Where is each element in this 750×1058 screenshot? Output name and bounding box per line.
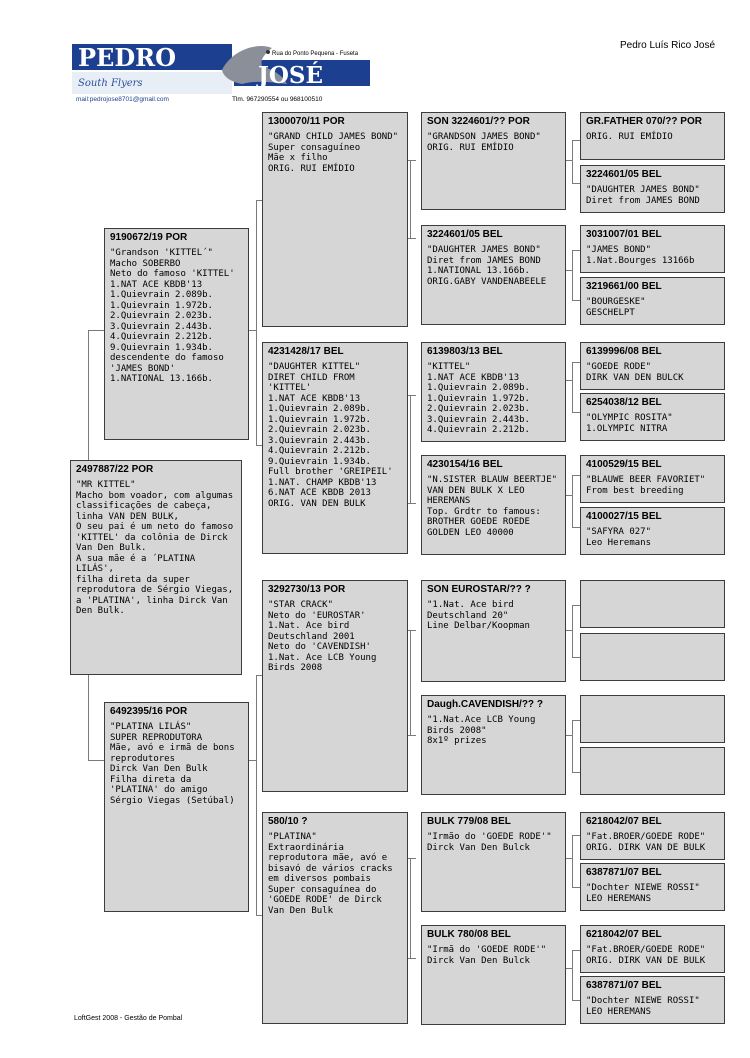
footer-text: LoftGest 2008 - Gestão de Pombal: [74, 1015, 183, 1022]
loft-logo: [72, 40, 370, 104]
connector-line: [572, 950, 580, 951]
ancestor-card-g7[interactable]: [580, 455, 725, 503]
connector-line: [410, 630, 411, 735]
connector-line: [572, 720, 573, 772]
connector-line: [566, 160, 572, 161]
brand-first: PEDRO: [78, 43, 177, 72]
ancestor-card-g3[interactable]: [580, 225, 725, 273]
ring-number: BULK 779/08 BEL: [427, 816, 511, 827]
ancestor-card-g12[interactable]: [580, 747, 725, 795]
connector-line: [572, 605, 580, 606]
dam-card[interactable]: [104, 702, 249, 912]
ancestor-card-dds[interactable]: [421, 812, 566, 912]
connector-line: [572, 412, 580, 413]
ring-number: 4231428/17 BEL: [268, 346, 344, 357]
ring-number: 3224601/05 BEL: [586, 169, 662, 180]
connector-line: [572, 250, 580, 251]
dam-dam-card[interactable]: [262, 812, 408, 1024]
ancestor-card-g15[interactable]: [580, 925, 725, 973]
bird-notes: "Irmã do 'GOEDE RODE'" Dirck Van Den Bulck: [427, 945, 547, 966]
ancestor-card-sds[interactable]: [421, 342, 566, 442]
ring-number: 6387871/07 BEL: [586, 867, 662, 878]
ring-number: GR.FATHER 070/?? POR: [586, 116, 702, 127]
connector-line: [572, 720, 580, 721]
bird-notes: ORIG. RUI EMÍDIO: [586, 132, 673, 142]
dam-sire-card[interactable]: [262, 580, 408, 792]
bird-notes: "JAMES BOND" 1.Nat.Bourges 13166b: [586, 245, 695, 266]
connector-line: [572, 475, 573, 527]
connector-line: [408, 160, 416, 161]
ring-number: 6139803/13 BEL: [427, 346, 503, 357]
connector-line: [572, 772, 580, 773]
connector-line: [88, 330, 104, 331]
bird-notes: "DAUGHTER JAMES BOND" Diret from JAMES BOND 1.NATIONAL 13.166b. ORIG.GABY VANDENABEELE: [427, 245, 547, 287]
connector-line: [410, 395, 411, 503]
owner-name: Pedro Luís Rico José: [620, 40, 716, 51]
bird-notes: "DAUGHTER JAMES BOND" Diret from JAMES BOND: [586, 185, 700, 206]
connector-line: [408, 503, 416, 504]
bird-notes: "KITTEL" 1.NAT ACE KBDB'13 1.Quievrain 2.089b. 1.Quievrain 1.972b. 2.Quievrain 2.023b. 3.Quievrain 2.443b. 4.Quievrain 2.212b.: [427, 362, 530, 435]
ring-number: 2497887/22 POR: [76, 464, 154, 475]
connector-line: [566, 630, 572, 631]
connector-line: [572, 950, 573, 1000]
ancestor-card-g6[interactable]: [580, 393, 725, 441]
sire-dam-card[interactable]: [262, 342, 408, 554]
ring-number: 3292730/13 POR: [268, 584, 346, 595]
bird-notes: "MR KITTEL" Macho bom voador, com algumas classificações de cabeça, linha VAN DEN BULK, O seu pai é um neto do famoso 'KITTEL' da colônia de Dirck Van Den Bulk. A sua mãe é a ´PLATINA LILÁS', filha direta da super reprodutora de Sérgio Viegas, a 'PLATINA', linha Dirck Van Den Bulk.: [76, 480, 234, 616]
ancestor-card-g8[interactable]: [580, 507, 725, 555]
ring-number: 4100027/15 BEL: [586, 511, 662, 522]
ancestor-card-g10[interactable]: [580, 633, 725, 681]
ring-number: 4100529/15 BEL: [586, 459, 662, 470]
connector-line: [572, 887, 580, 888]
bird-notes: "Dochter NIEWE ROSSI" LEO HEREMANS: [586, 996, 700, 1017]
ring-number: 3219661/00 BEL: [586, 281, 662, 292]
brand-second: JOSÉ: [258, 62, 324, 89]
ancestor-card-ssd[interactable]: [421, 225, 566, 325]
connector-line: [408, 630, 416, 631]
ring-number: 9190672/19 POR: [110, 232, 188, 243]
ancestor-card-dsd[interactable]: [421, 695, 566, 795]
connector-line: [566, 380, 572, 381]
bird-notes: "Fat.BROER/GOEDE RODE" ORIG. DIRK VAN DE BULK: [586, 832, 706, 853]
connector-line: [572, 527, 580, 528]
bird-notes: "PLATINA" Extraordinária reprodutora mãe, avó e bisavó de vários cracks em diversos pombais Super consaguínea do 'GOEDE RODE' de Dirck Van Den Bulk: [268, 832, 393, 916]
ancestor-card-sss[interactable]: [421, 112, 566, 210]
connector-line: [572, 657, 580, 658]
ring-number: SON EUROSTAR/?? ?: [427, 584, 531, 595]
connector-line: [572, 835, 580, 836]
email-address: mail:pedrojose8701@gmail.com: [76, 96, 169, 103]
bird-notes: "BOURGESKE" GESCHELPT: [586, 297, 646, 318]
connector-line: [572, 183, 580, 184]
ring-number: 6139996/08 BEL: [586, 346, 662, 357]
ancestor-card-g9[interactable]: [580, 580, 725, 628]
connector-line: [249, 760, 256, 761]
connector-line: [572, 140, 573, 183]
ancestor-card-ddd[interactable]: [421, 925, 566, 1025]
connector-line: [408, 735, 416, 736]
connector-line: [566, 858, 572, 859]
connector-line: [572, 300, 580, 301]
ring-number: Daugh.CAVENDISH/?? ?: [427, 699, 543, 710]
connector-line: [88, 675, 89, 760]
ring-number: 3224601/05 BEL: [427, 229, 503, 240]
bird-notes: "GRAND CHILD JAMES BOND" Super consaguíneo Mãe x filho ORIG. RUI EMÍDIO: [268, 132, 399, 174]
connector-line: [566, 735, 572, 736]
connector-line: [572, 605, 573, 657]
connector-line: [566, 270, 572, 271]
ring-number: 6254038/12 BEL: [586, 397, 662, 408]
connector-line: [572, 250, 573, 300]
bird-notes: "BLAUWE BEER FAVORIET" From best breeding: [586, 475, 706, 496]
ancestor-card-g1[interactable]: [580, 112, 725, 160]
ancestor-card-g13[interactable]: [580, 812, 725, 860]
connector-line: [572, 475, 580, 476]
bird-notes: "GOEDE RODE" DIRK VAN DEN BULCK: [586, 362, 684, 383]
ancestor-card-g14[interactable]: [580, 863, 725, 911]
bird-notes: "N.SISTER BLAUW BEERTJE" VAN DEN BULK X LEO HEREMANS Top. Grdtr to famous: BROTHER GOEDE ROEDE GOLDEN LEO 40000: [427, 475, 558, 538]
bird-notes: "Fat.BROER/GOEDE RODE" ORIG. DIRK VAN DE BULK: [586, 945, 706, 966]
bird-notes: "DAUGHTER KITTEL" DIRET CHILD FROM 'KITTEL' 1.NAT ACE KBDB'13 1.Quievrain 2.089b. 1.Quievrain 1.972b. 2.Quievrain 2.023b. 3.Quievrain 2.443b. 4.Quievrain 2.212b. 9.Quievrain 1.934b. Full brother 'GREIPEIL' 1.NAT. CHAMP KBDB'13 6.NAT ACE KBDB 2013 ORIG. VAN DEN BULK: [268, 362, 393, 509]
bird-notes: "PLATINA LILÁS" SUPER REPRODUTORA Mãe, avó e irmã de bons reprodutores Dirck Van Den Bulk Filha direta da 'PLATINA' do amigo Sérgio Viegas (Setúbal): [110, 722, 235, 806]
ring-number: 3031007/01 BEL: [586, 229, 662, 240]
ring-number: 6218042/07 BEL: [586, 929, 662, 940]
ancestor-card-g2[interactable]: [580, 165, 725, 213]
ring-number: SON 3224601/?? POR: [427, 116, 530, 127]
connector-line: [256, 675, 257, 915]
ancestor-card-g11[interactable]: [580, 695, 725, 743]
bird-notes: "Irmão do 'GOEDE RODE'" Dirck Van Den Bulck: [427, 832, 552, 853]
connector-line: [566, 968, 572, 969]
ancestor-card-dss[interactable]: [421, 580, 566, 682]
bird-notes: "1.Nat. Ace bird Deutschland 20" Line Delbar/Koopman: [427, 600, 530, 631]
connector-line: [249, 330, 256, 331]
bird-notes: "GRANDSON JAMES BOND" ORIG. RUI EMÍDIO: [427, 132, 541, 153]
connector-line: [410, 160, 411, 238]
connector-line: [572, 362, 573, 412]
connector-line: [572, 835, 573, 887]
ring-number: 6492395/16 POR: [110, 706, 188, 717]
connector-line: [88, 760, 104, 761]
connector-line: [408, 858, 416, 859]
connector-line: [410, 858, 411, 958]
ring-number: 6387871/07 BEL: [586, 980, 662, 991]
connector-line: [408, 238, 416, 239]
bird-notes: "Dochter NIEWE ROSSI" LEO HEREMANS: [586, 883, 700, 904]
connector-line: [572, 362, 580, 363]
connector-line: [408, 395, 416, 396]
bird-notes: "Grandson 'KITTEL´" Macho SOBERBO Neto do famoso 'KITTEL' 1.NAT ACE KBDB'13 1.Quievrain 2.089b. 1.Quievrain 1.972b. 2.Quievrain 2.023b. 3.Quievrain 2.443b. 4.Quievrain 2.212b. 9.Quievrain 1.934b. descendente do famoso 'JAMES BOND' 1.NATIONAL 13.166b.: [110, 248, 235, 384]
connector-line: [88, 330, 89, 460]
bird-notes: "OLYMPIC ROSITA" 1.OLYMPIC NITRA: [586, 413, 673, 434]
connector-line: [408, 958, 416, 959]
connector-line: [256, 200, 257, 445]
ancestor-card-sdd[interactable]: [421, 455, 566, 555]
sire-sire-card[interactable]: [262, 112, 408, 327]
ring-number: 580/10 ?: [268, 816, 308, 827]
connector-line: [572, 1000, 580, 1001]
phone-number: Tlm. 967290554 ou 968100510: [232, 96, 323, 103]
ancestor-card-g5[interactable]: [580, 342, 725, 390]
ancestor-card-g4[interactable]: [580, 277, 725, 325]
ring-number: 4230154/16 BEL: [427, 459, 503, 470]
subject-bird-card[interactable]: [70, 460, 242, 675]
sire-card[interactable]: [104, 228, 249, 440]
tagline: South Flyers: [78, 78, 143, 89]
ring-number: BULK 780/08 BEL: [427, 929, 511, 940]
connector-line: [566, 495, 572, 496]
bird-notes: "STAR CRACK" Neto do 'EUROSTAR' 1.Nat. Ace bird Deutschland 2001 Neto do 'CAVENDISH' 1.Nat. Ace LCB Young Birds 2008: [268, 600, 377, 673]
bird-notes: "SAFYRA 027" Leo Heremans: [586, 527, 652, 548]
ring-number: 6218042/07 BEL: [586, 816, 662, 827]
connector-line: [572, 140, 580, 141]
ring-number: 1300070/11 POR: [268, 116, 345, 127]
bird-notes: "1.Nat.Ace LCB Young Birds 2008" 8x1º prizes: [427, 715, 536, 746]
street-address: Rua do Ponto Pequena - Fuseta: [272, 51, 359, 57]
logo-graphic: [72, 40, 370, 104]
ancestor-card-g16[interactable]: [580, 976, 725, 1024]
